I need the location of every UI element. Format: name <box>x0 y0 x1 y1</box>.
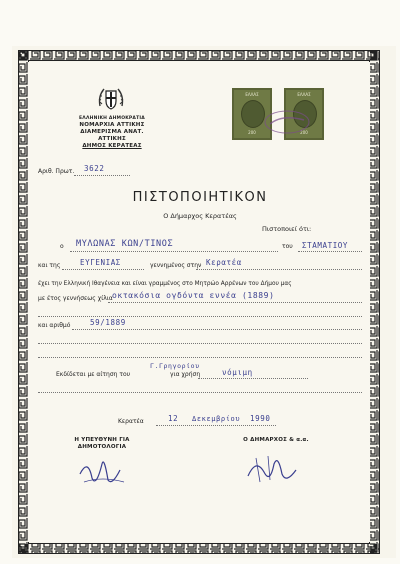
stamp-country: ΕΛΛΑΣ <box>245 92 259 97</box>
protocol-label: Αριθ. Πρωτ. <box>38 168 75 175</box>
header-line-3: ΔΙΑΜΕΡΙΣΜΑ ΑΝΑΤ. ΑΤΤΙΚΗΣ <box>80 129 144 142</box>
purpose-label: για χρήση <box>170 371 201 378</box>
mother-line <box>62 269 144 270</box>
blank-line <box>38 316 362 317</box>
date-year: 1990 <box>250 414 271 423</box>
purpose-line <box>198 378 308 379</box>
birthplace: Κερατέα <box>206 258 242 267</box>
blank-line <box>38 357 362 358</box>
issued-label: Εκδίδεται με αίτηση του <box>56 371 131 378</box>
born-label: γεννημένος στην <box>150 262 202 269</box>
place: Κερατέα <box>118 418 144 425</box>
purpose: νόμιμη <box>222 368 253 377</box>
blank-line <box>38 392 362 393</box>
year-line <box>108 302 362 303</box>
date-month: Δεκεμβρίου <box>192 415 241 423</box>
stamp-value: 200 <box>248 130 256 135</box>
right-signatory-line-1: Ο ΔΗΜΑΡΧΟΣ <box>243 437 288 443</box>
citizenship-text: έχει την Ελληνική Ιθαγένεια και είναι γραμμένος στο Μητρώο Αρρένων του Δήμου μας <box>38 281 292 287</box>
prefix-o: ο <box>60 243 64 250</box>
father-label: του <box>282 243 293 250</box>
father-line <box>298 251 362 252</box>
left-signatory-line-2: ΔΗΜΟΤΟΛΟΓΙΑ <box>77 444 127 450</box>
number-label: και αριθμό <box>38 322 71 329</box>
protocol-value: 3622 <box>84 164 105 173</box>
mother-name: ΕΥΓΕΝΙΑΣ <box>80 258 121 267</box>
cancellation-seal-icon <box>262 108 312 136</box>
left-signatory-line-1: Η ΥΠΕΥΘΥΝΗ ΓΙΑ <box>74 437 130 443</box>
father-name: ΣΤΑΜΑΤΙΟΥ <box>302 241 349 250</box>
header-line-4: ΔΗΜΟΣ ΚΕΡΑΤΕΑΣ <box>82 143 142 149</box>
coat-of-arms-icon <box>96 84 126 114</box>
protocol-line <box>74 175 130 176</box>
registry-number: 59/1889 <box>90 318 126 327</box>
requester-name: Γ.Γρηγορίου <box>150 362 200 370</box>
name-line <box>70 251 278 252</box>
left-signature-icon <box>74 452 130 492</box>
header-line-2: ΝΟΜΑΡΧΙΑ ΑΤΤΙΚΗΣ <box>79 122 145 128</box>
birth-year-words: οκτακόσια ογδόντα εννέα (1889) <box>112 291 275 300</box>
certifies-label: Πιστοποιεί ότι: <box>262 225 312 233</box>
document-subtitle: Ο Δήμαρχος Κερατέας <box>163 212 237 220</box>
stamp-country: ΕΛΛΑΣ <box>297 92 311 97</box>
date-line <box>156 425 276 426</box>
mother-label: και της <box>38 262 61 269</box>
blank-line <box>38 343 362 344</box>
right-signatory-line-2: & α.α. <box>289 437 309 443</box>
birthplace-line <box>196 269 362 270</box>
person-name: ΜΥΛΩΝΑΣ ΚΩΝ/ΤΙΝΟΣ <box>76 239 174 249</box>
document-title: ΠΙΣΤΟΠΟΙΗΤΙΚΟΝ <box>132 190 268 205</box>
year-label: με έτος γεννήσεως χίλια <box>38 295 113 302</box>
date-day: 12 <box>168 414 179 423</box>
number-line <box>72 329 362 330</box>
right-signature-icon <box>244 450 300 490</box>
stamp-value: 200 <box>300 130 308 135</box>
header-line-1: ΕΛΛΗΝΙΚΗ ΔΗΜΟΚΡΑΤΙΑ <box>79 116 145 121</box>
